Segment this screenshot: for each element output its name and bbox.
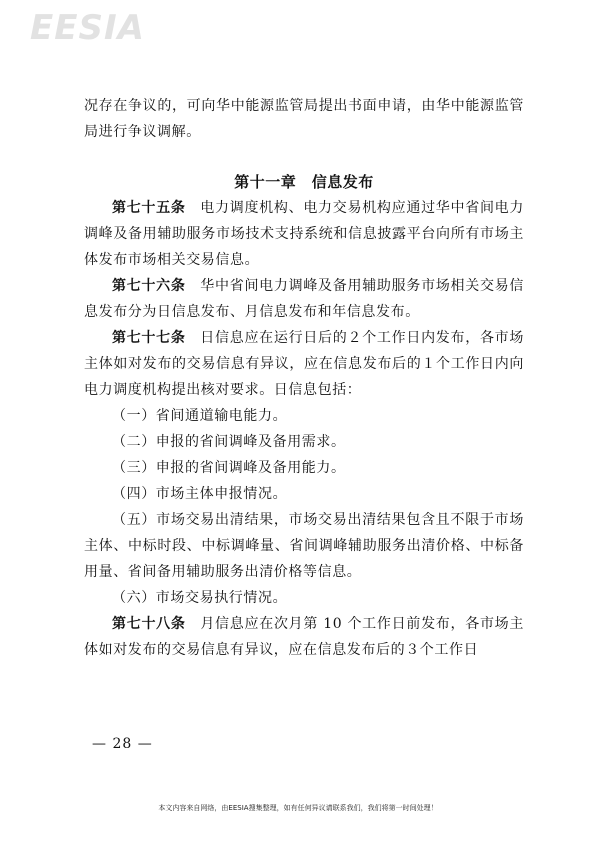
article-label: 第七十六条 xyxy=(112,278,186,294)
article-77 xyxy=(84,325,524,403)
footer-disclaimer: 本文内容来自网络，由EESIA搜集整理，如有任何异议请联系我们，我们将第一时间处理！ xyxy=(158,804,438,812)
list-item: （二）申报的省间调峰及备用需求。 xyxy=(112,434,346,450)
article-75 xyxy=(84,195,524,273)
article-76 xyxy=(84,273,524,325)
chapter-title: 第十一章 信息发布 xyxy=(234,173,374,191)
page-number: — 28 — xyxy=(92,736,153,752)
list-item: （四）市场主体申报情况。 xyxy=(112,486,288,502)
article-78 xyxy=(84,611,524,663)
article-label: 第七十五条 xyxy=(112,200,186,216)
document-body xyxy=(84,93,524,663)
list-item: （三）申报的省间调峰及备用能力。 xyxy=(112,460,346,476)
continuation-paragraph: 况存在争议的，可向华中能源监管局提出书面申请，由华中能源监管局进行争议调解。 xyxy=(84,98,524,140)
list-item: （六）市场交易执行情况。 xyxy=(112,590,288,606)
eesia-logo: EESIA xyxy=(30,8,145,48)
article-text: 日信息应在运行日后的２个工作日内发布，各市场主体如对发布的交易信息有异议，应在信息发布后的１个工作日内向电力调度机构提出核对要求。日信息包括： xyxy=(84,330,524,398)
list-item: （五）市场交易出清结果，市场交易出清结果包含且不限于市场主体、中标时段、中标调峰量、省间调峰辅助服务出清价格、中标备用量、省间备用辅助服务出清价格等信息。 xyxy=(84,512,524,580)
article-text: 月信息应在次月第 10 个工作日前发布，各市场主体如对发布的交易信息有异议，应在信息发布后的３个工作日 xyxy=(84,616,524,658)
article-label: 第七十八条 xyxy=(112,616,186,632)
article-label: 第七十七条 xyxy=(112,330,186,346)
list-item: （一）省间通道输电能力。 xyxy=(112,408,288,424)
article-text: 电力调度机构、电力交易机构应通过华中省间电力调峰及备用辅助服务市场技术支持系统和信息披露平台向所有市场主体发布市场相关交易信息。 xyxy=(84,200,524,268)
article-text: 华中省间电力调峰及备用辅助服务市场相关交易信息发布分为日信息发布、月信息发布和年信息发布。 xyxy=(84,278,524,320)
